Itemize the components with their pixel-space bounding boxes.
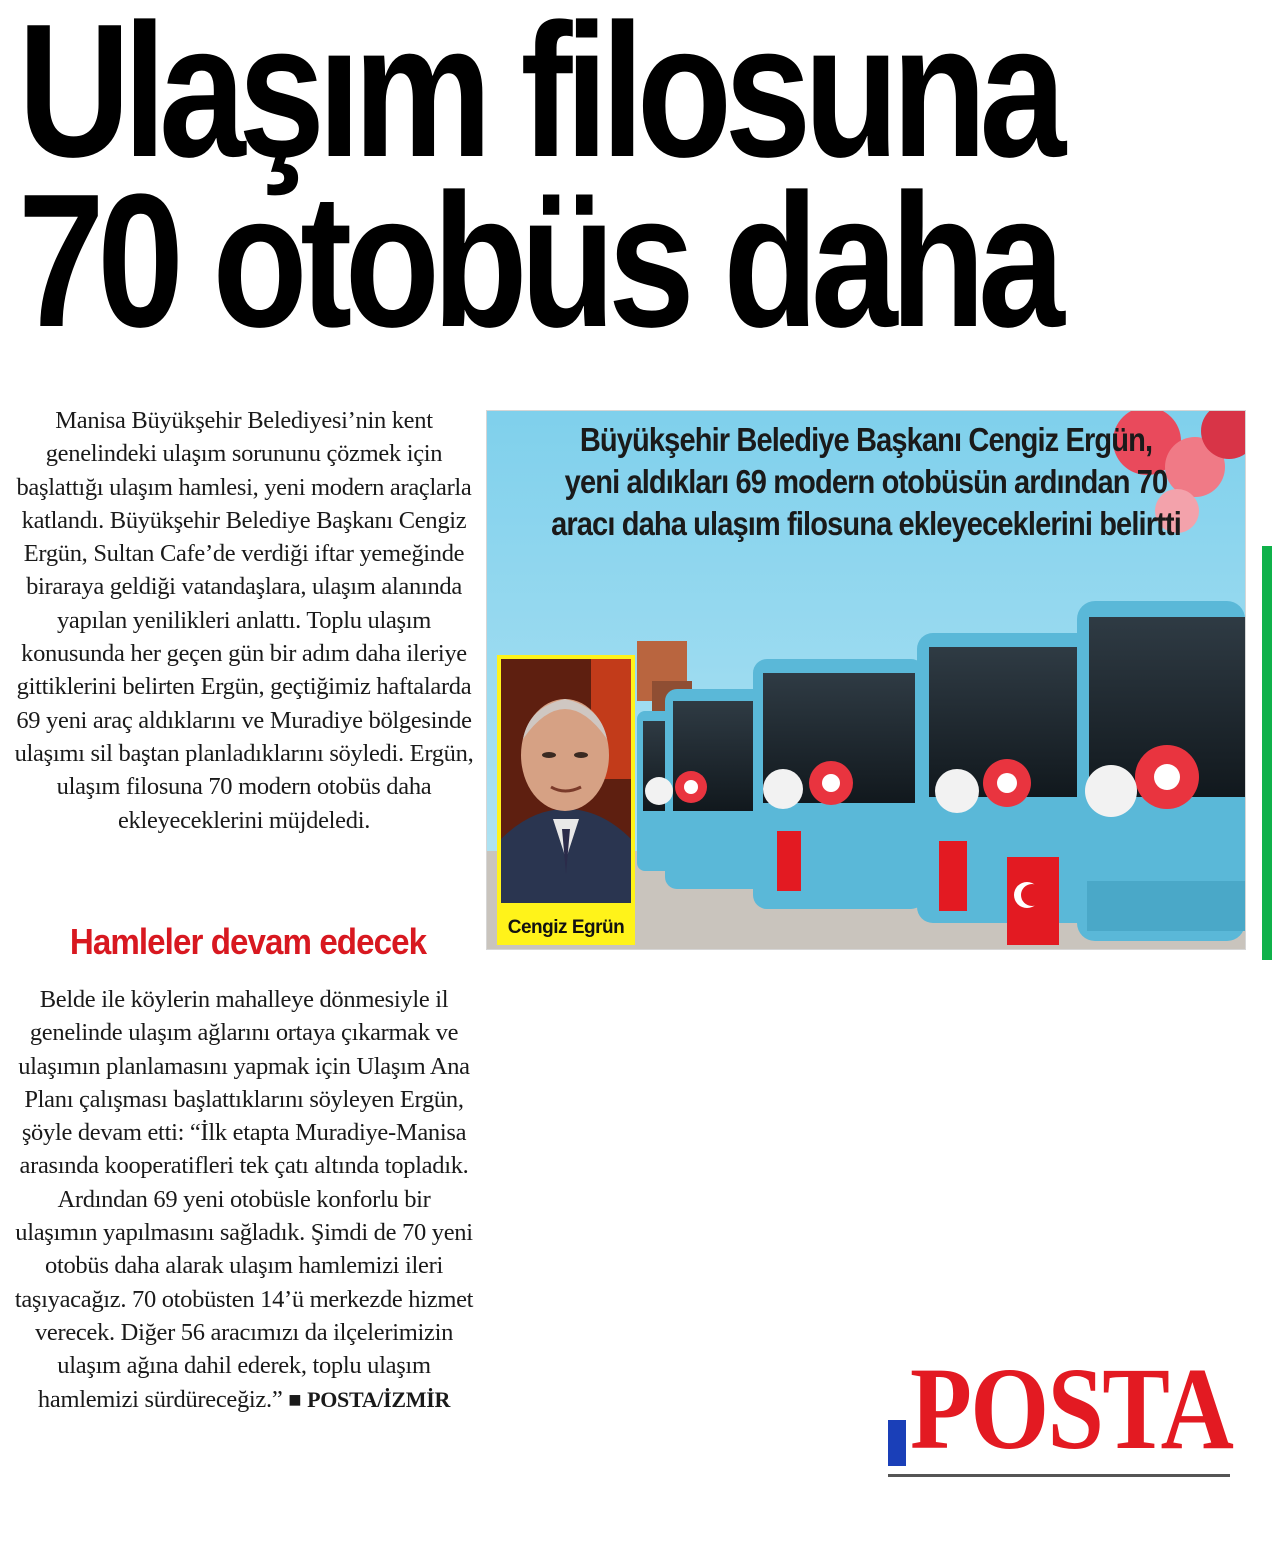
byline-marker: ■	[288, 1386, 302, 1412]
posta-logo	[888, 1343, 1233, 1480]
photo-caption: Büyükşehir Belediye Başkanı Cengiz Ergün, yeni aldıkları 69 modern otobüsün ardından 70 aracı daha ulaşım filosuna ekleyeceklerini belirtti	[551, 421, 1181, 542]
intro-column	[14, 404, 474, 837]
portrait-frame	[497, 655, 635, 945]
logo-text: POSTA	[910, 1343, 1233, 1474]
portrait-photo	[501, 659, 631, 903]
second-paragraph-text: Belde ile köylerin mahalleye dönmesiyle il genelinde ulaşım ağlarını ortaya çıkarmak ve ulaşımın planlamasını yapmak için Ulaşım Ana Planı çalışması başlattıklarını söyleyen Ergün, şöyle devam etti: “İlk etapta Muradiye-Manisa arasında kooperatifleri tek çatı altında topladık. Ardından 69 yeni otobüsle konforlu bir ulaşımın yapılmasını sağladık. Şimdi de 70 yeni otobüs daha alarak ulaşım hamlemizi ileri taşıyacağız. 70 otobüsten 14’ü merkezde hizmet verecek. Diğer 56 aracımızı da ilçelerimizin ulaşım ağına dahil ederek, toplu ulaşım hamlemizi sürdüreceğiz.”	[14, 986, 474, 1413]
bus-third	[753, 659, 925, 909]
news-photo	[486, 410, 1246, 950]
second-paragraph	[14, 983, 474, 1416]
headline-line-2: 70 otobüs daha	[18, 155, 1058, 367]
subheading: Hamleler devam edecek	[69, 921, 427, 962]
intro-paragraph: Manisa Büyükşehir Belediyesi’nin kent genelindeki ulaşım sorununu çözmek için başlattığı ulaşım hamlesi, yeni modern araçlarla katlandı. Büyükşehir Belediye Başkanı Cengiz Ergün, Sultan Cafe’de verdiği iftar yemeğinde biraraya geldiği vatandaşlara, ulaşım alanında yapılan yenilikleri anlattı. Toplu ulaşım konusunda her geçen gün bir adım daha ileriye gittiklerini belirten Ergün, geçtiğimiz haftalarda 69 yeni araç aldıklarını ve Muradiye bölgesinde ulaşımı sil baştan planladıklarını söyledi. Ergün, ulaşım filosuna 70 modern otobüs daha ekleyeceklerini müjdeledi.	[14, 407, 474, 834]
second-column	[14, 983, 474, 1416]
portrait-caption: Cengiz Egrün	[507, 917, 625, 938]
byline: POSTA/İZMİR	[307, 1386, 451, 1412]
logo-accent-mark	[888, 1420, 906, 1466]
logo-underline	[888, 1474, 1230, 1477]
headline	[18, 0, 1059, 367]
headline-line-1: Ulaşım filosuna	[18, 0, 1059, 197]
page-edge-strip	[1262, 546, 1272, 960]
